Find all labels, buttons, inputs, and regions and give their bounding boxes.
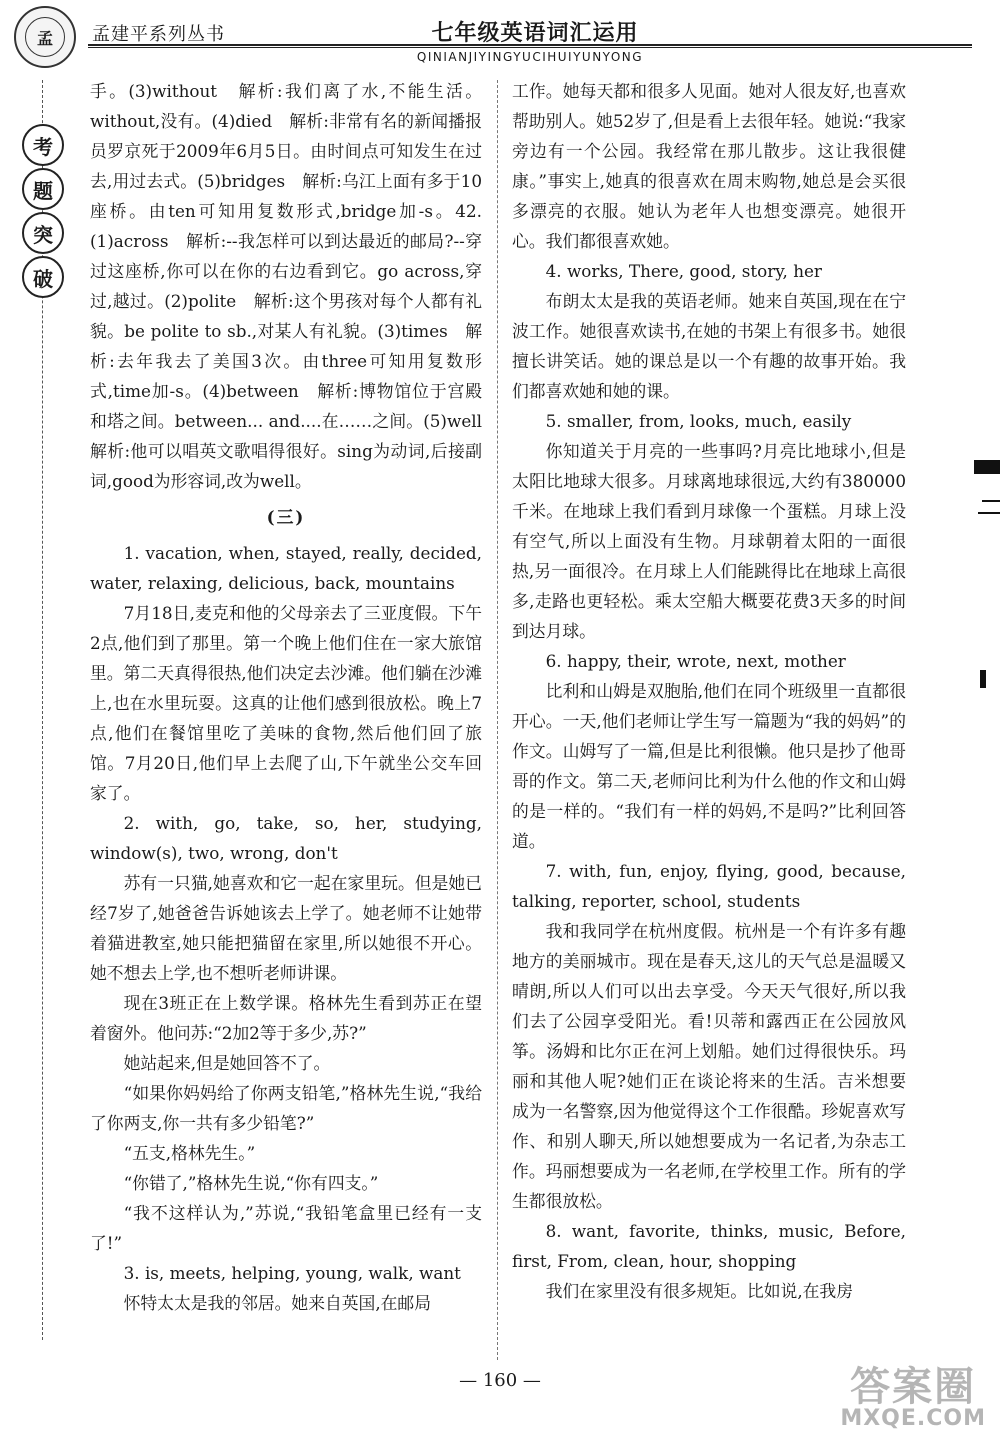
side-badge-4: 破 (22, 256, 64, 298)
left-paragraph: 7月18日,麦克和他的父母亲去了三亚度假。下午2点,他们到了那里。第一个晚上他们住在一家大旅馆里。第二天真得很热,他们决定去沙滩。他们躺在沙滩上,也在水里玩耍。这真的让他们感到很放松。晚上7点,他们在餐馆里吃了美味的食物,然后他们回了旅馆。7月20日,他们早上去爬了山,下午就坐公交车回家了。 (90, 603, 482, 803)
left-paragraph: 1. vacation, when, stayed, really, decided, water, relaxing, delicious, back, mountains (90, 543, 482, 593)
column-divider (497, 80, 498, 1360)
right-paragraph: 4. works, There, good, story, her (545, 261, 822, 281)
right-paragraph: 我和我同学在杭州度假。杭州是一个有许多有趣地方的美丽城市。现在是春天,这儿的天气总是温暖又晴朗,所以人们可以出去享受。今天天气很好,所以我们去了公园享受阳光。看!贝蒂和露西正在公园放风筝。汤姆和比尔正在河上划船。她们过得很快乐。玛丽和其他人呢?她们正在谈论将来的生活。吉米想要成为一名警察,因为他觉得这个工作很酷。珍妮喜欢写作、和别人聊天,所以她想要成为一名记者,为杂志工作。玛丽想要成为一名老师,在学校里工作。所有的学生都很放松。 (512, 921, 906, 1211)
side-badge-1: 考 (22, 124, 64, 166)
right-column (512, 76, 906, 1306)
publisher-logo (14, 6, 76, 68)
series-name: 孟建平系列丛书 (92, 24, 225, 45)
left-paragraph: 3. is, meets, helping, young, walk, want (123, 1263, 461, 1283)
section-heading: (三) (266, 507, 306, 527)
left-paragraph: 现在3班正在上数学课。格林先生看到苏正在望着窗外。他问苏:“2加2等于多少,苏?” (90, 993, 482, 1043)
edge-mark (982, 500, 1000, 502)
edge-mark (980, 670, 986, 688)
book-title: 七年级英语词汇运用 (431, 20, 639, 46)
right-paragraph: 布朗太太是我的英语老师。她来自英国,现在在宁波工作。她很喜欢读书,在她的书架上有很多书。她很擅长讲笑话。她的课总是以一个有趣的故事开始。我们都喜欢她和她的课。 (512, 291, 906, 401)
right-paragraph: 比利和山姆是双胞胎,他们在同个班级里一直都很开心。一天,他们老师让学生写一篇题为“我的妈妈”的作文。山姆写了一篇,但是比利很懒。他只是抄了他哥哥的作文。第二天,老师问比利为什么他的作文和山姆的是一样的。“我们有一样的妈妈,不是吗?”比利回答道。 (512, 681, 906, 851)
left-column (90, 76, 499, 1318)
book-title-pinyin: QINIANJIYINGYUCIHUIYUNYONG (416, 50, 644, 64)
right-paragraph: 工作。她每天都和很多人见面。她对人很友好,也喜欢帮助别人。她52岁了,但是看上去很年轻。她说:“我家旁边有一个公园。我经常在那儿散步。这让我很健康。”事实上,她真的很喜欢在周末购物,她总是会买很多漂亮的衣服。她认为老年人也想变漂亮。她很开心。我们都很喜欢她。 (512, 81, 906, 251)
right-paragraph: 你知道关于月亮的一些事吗?月亮比地球小,但是太阳比地球大很多。月球离地球很远,大约有380000千米。在地球上我们看到月球像一个蛋糕。月球上没有空气,所以上面没有生物。月球朝着太阳的一面很热,另一面很冷。在月球上人们能跳得比在地球上高很多,走路也更轻松。乘太空船大概要花费3天多的时间到达月球。 (512, 441, 906, 641)
left-paragraph: 手。(3)without 解析:我们离了水,不能生活。without,没有。(4)died 解析:非常有名的新闻播报员罗京死于2009年6月5日。由时间点可知发生在过去,用过去式。(5)bridges 解析:乌江上面有多于10座桥。由ten可知用复数形式,bridge加-s。42.(1)across 解析:--我怎样可以到达最近的邮局?--穿过这座桥,你可以在你的右边看到它。go across,穿过,越过。(2)polite 解析:这个男孩对每个人都有礼貌。be polite to sb.,对某人有礼貌。(3)times 解析:去年我去了美国3次。由three可知用复数形式,time加-s。(4)between 解析:博物馆位于宫殿和塔之间。between... and....在……之间。(5)well 解析:他可以唱英文歌唱得很好。sing为动词,后接副词,good为形容词,改为well。 (90, 81, 499, 491)
right-paragraph: 7. with, fun, enjoy, flying, good, because, talking, reporter, school, students (512, 861, 906, 911)
page-edge-marks (970, 460, 1000, 700)
logo-emblem-icon: 孟 (25, 17, 65, 57)
page-header (0, 0, 1000, 70)
left-paragraph: “如果你妈妈给了你两支铅笔,”格林先生说,“我给了你两支,你一共有多少铅笔?” (90, 1083, 482, 1133)
page-number: — 160 — (459, 1370, 541, 1391)
right-paragraph: 我们在家里没有很多规矩。比如说,在我房 (545, 1281, 853, 1301)
left-paragraph: 她站起来,但是她回答不了。 (123, 1053, 331, 1073)
right-paragraph: 5. smaller, from, looks, much, easily (545, 411, 852, 431)
left-paragraph: “你错了,”格林先生说,“你有四支。” (123, 1173, 379, 1193)
left-paragraph: 苏有一只猫,她喜欢和它一起在家里玩。但是她已经7岁了,她爸爸告诉她该去上学了。她老师不让她带着猫进教室,她只能把猫留在家里,所以她很不开心。她不想去上学,也不想听老师讲课。 (90, 873, 482, 983)
watermark-url: MXQE.COM (840, 1406, 986, 1431)
right-paragraph: 8. want, favorite, thinks, music, Before, first, From, clean, hour, shopping (512, 1221, 906, 1271)
left-paragraph: “我不这样认为,”苏说,“我铅笔盒里已经有一支了!” (90, 1203, 482, 1253)
left-paragraph: “五支,格林先生。” (123, 1143, 256, 1163)
header-rule-thin (88, 47, 972, 48)
watermark-text: 答案圈 (850, 1364, 977, 1410)
edge-mark (978, 512, 1000, 514)
left-paragraph: 怀特太太是我的邻居。她来自英国,在邮局 (123, 1293, 431, 1313)
watermark-logo (840, 1355, 986, 1431)
left-paragraph: 2. with, go, take, so, her, studying, window(s), two, wrong, don't (90, 813, 482, 863)
edge-mark (974, 460, 1000, 474)
side-badge-3: 突 (22, 212, 64, 254)
side-badge-2: 题 (22, 168, 64, 210)
right-paragraph: 6. happy, their, wrote, next, mother (545, 651, 846, 671)
